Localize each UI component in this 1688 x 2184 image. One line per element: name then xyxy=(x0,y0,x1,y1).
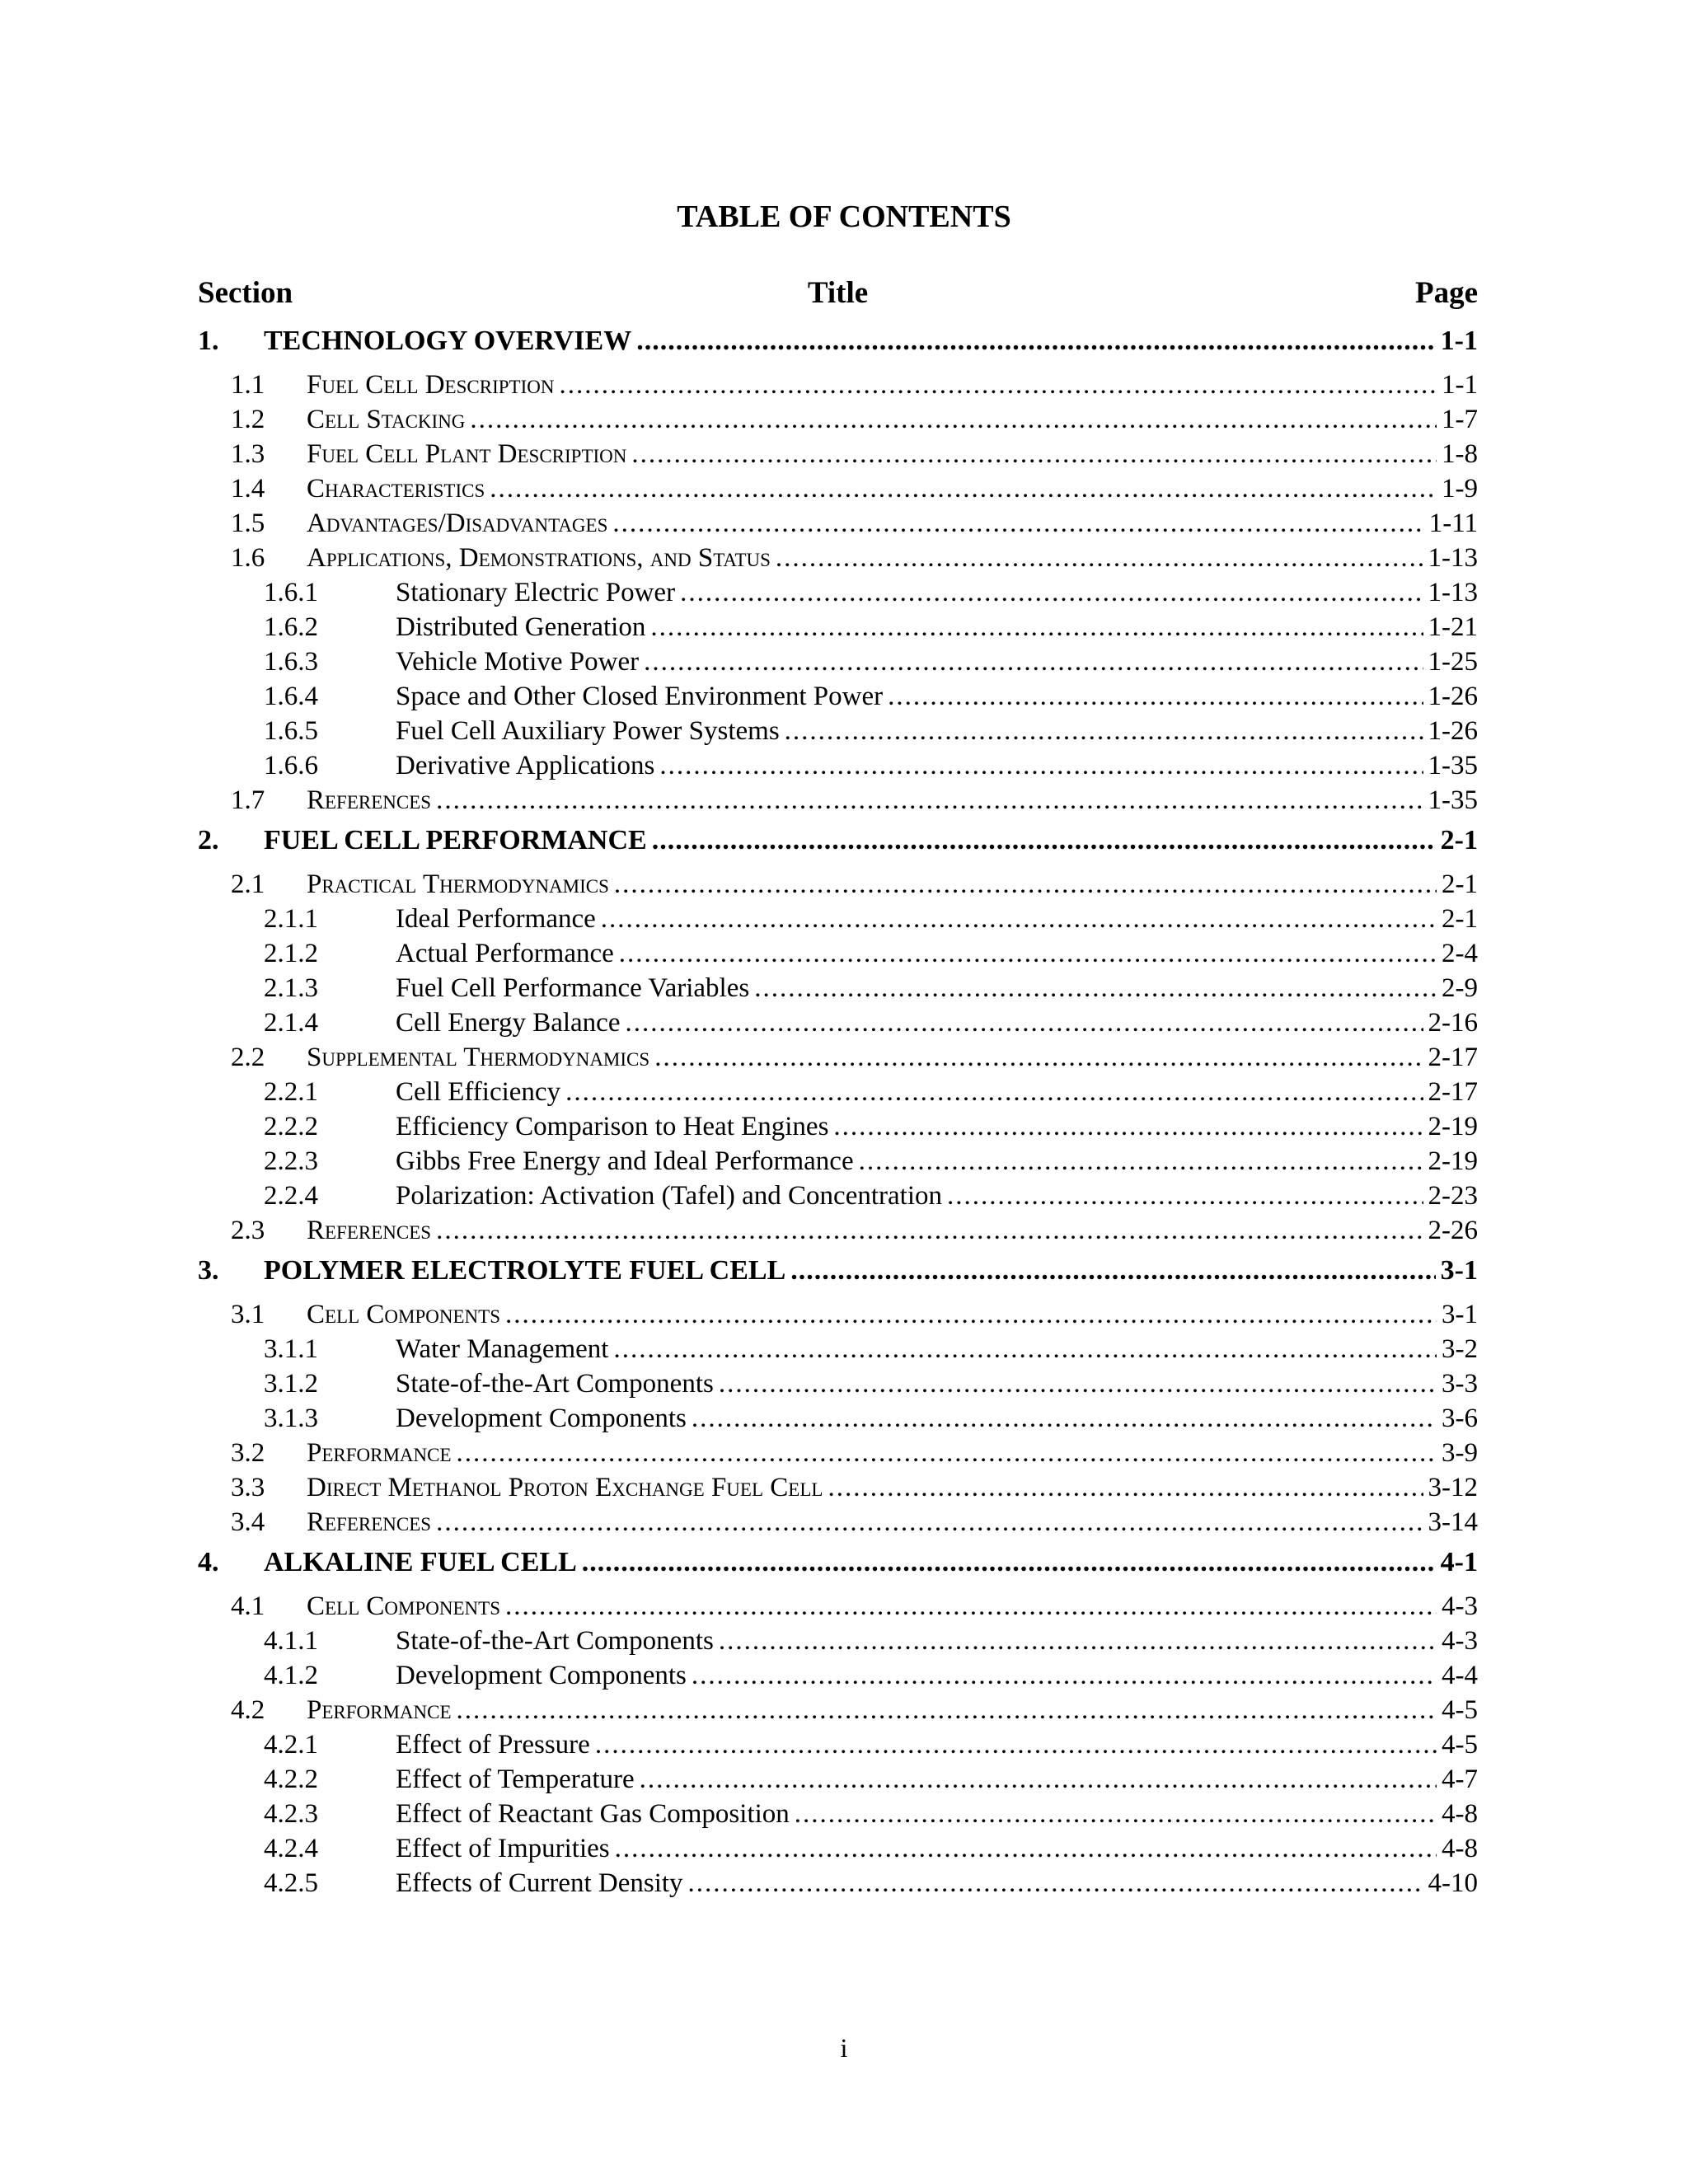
toc-entry-title: Derivative Applications xyxy=(396,751,655,780)
dot-leader xyxy=(631,437,1437,471)
toc-entry-page: 1-25 xyxy=(1428,647,1478,677)
toc-entry-number: 1.3 xyxy=(231,439,265,469)
dot-leader xyxy=(457,1693,1437,1727)
toc-entry-number: 4.2.4 xyxy=(264,1834,318,1863)
toc-entry-number: 4.2.1 xyxy=(264,1730,318,1760)
toc-entry-number: 2.1.3 xyxy=(264,973,318,1003)
toc-entry-page: 3-3 xyxy=(1442,1369,1478,1399)
toc-entry-number: 3.3 xyxy=(231,1473,265,1502)
dot-leader xyxy=(659,748,1423,783)
toc-entry-page: 4-4 xyxy=(1442,1661,1478,1690)
toc-entry-title: Efficiency Comparison to Heat Engines xyxy=(396,1112,829,1141)
toc-subsection-entry[interactable] xyxy=(198,1366,1478,1401)
toc-section-entry[interactable] xyxy=(198,1589,1478,1624)
dot-leader xyxy=(719,1624,1437,1658)
toc-entry-number: 2.2 xyxy=(231,1043,265,1072)
toc-entry-title: Practical Thermodynamics xyxy=(307,869,609,899)
toc-subsection-entry[interactable] xyxy=(198,644,1478,679)
toc-section-entry[interactable] xyxy=(198,783,1478,818)
toc-entry-number: 4.1.1 xyxy=(264,1626,318,1656)
toc-subsection-entry[interactable] xyxy=(198,748,1478,783)
dot-leader xyxy=(652,821,1436,860)
toc-entry-number: 2.2.1 xyxy=(264,1077,318,1107)
toc-subsection-entry[interactable] xyxy=(198,575,1478,610)
toc-entry-number: 2.1.2 xyxy=(264,939,318,968)
toc-entry-number: 3.1.2 xyxy=(264,1369,318,1399)
toc-chapter-entry[interactable] xyxy=(198,821,1478,860)
toc-chapter-entry[interactable] xyxy=(198,1251,1478,1291)
toc-entry-page: 3-6 xyxy=(1442,1404,1478,1433)
toc-entry-number: 2.1.1 xyxy=(264,904,318,934)
toc-entry-page: 3-1 xyxy=(1442,1300,1478,1329)
dot-leader xyxy=(625,1005,1423,1040)
toc-subsection-entry[interactable] xyxy=(198,1401,1478,1436)
dot-leader xyxy=(505,1297,1437,1332)
toc-entry-title: Space and Other Closed Environment Power xyxy=(396,682,884,711)
dot-leader xyxy=(828,1470,1423,1505)
dot-leader xyxy=(601,902,1437,936)
toc-entry-page: 1-26 xyxy=(1428,716,1478,746)
dot-leader xyxy=(614,867,1437,902)
toc-entry-page: 3-14 xyxy=(1428,1507,1478,1537)
toc-entry-page: 1-7 xyxy=(1442,405,1478,434)
toc-entry-title: FUEL CELL PERFORMANCE xyxy=(264,825,647,855)
toc-entry-page: 2-19 xyxy=(1428,1146,1478,1176)
toc-entry-number: 1. xyxy=(198,326,219,356)
toc-entry-page: 1-35 xyxy=(1428,785,1478,815)
toc-entry-number: 3.1.3 xyxy=(264,1404,318,1433)
toc-entry-title: Stationary Electric Power xyxy=(396,578,676,607)
toc-entry-page: 1-1 xyxy=(1442,370,1478,400)
toc-entry-page: 1-13 xyxy=(1428,578,1478,607)
toc-entry-title: Fuel Cell Auxiliary Power Systems xyxy=(396,716,780,746)
dot-leader xyxy=(595,1727,1437,1762)
toc-entry-page: 3-12 xyxy=(1428,1473,1478,1502)
toc-entry-page: 2-17 xyxy=(1428,1043,1478,1072)
toc-entry-title: Effect of Reactant Gas Composition xyxy=(396,1799,790,1829)
toc-entry-page: 1-21 xyxy=(1428,612,1478,642)
toc-entry-title: Cell Components xyxy=(307,1300,500,1329)
toc-entry-number: 2.2.2 xyxy=(264,1112,318,1141)
dot-leader xyxy=(490,471,1437,506)
toc-subsection-entry[interactable] xyxy=(198,1866,1478,1900)
toc-entry-number: 1.2 xyxy=(231,405,265,434)
toc-entry-page: 2-4 xyxy=(1442,939,1478,968)
toc-entry-number: 4.2 xyxy=(231,1695,265,1725)
toc-entry-page: 2-1 xyxy=(1442,904,1478,934)
toc-section-entry[interactable] xyxy=(198,506,1478,541)
toc-entry-number: 3. xyxy=(198,1255,219,1286)
toc-entry-number: 4.2.3 xyxy=(264,1799,318,1829)
toc-subsection-entry[interactable] xyxy=(198,1179,1478,1213)
toc-section-entry[interactable] xyxy=(198,368,1478,402)
dot-leader xyxy=(615,1831,1437,1866)
toc-entry-title: Development Components xyxy=(396,1404,687,1433)
toc-entry-number: 1.6 xyxy=(231,543,265,573)
toc-entry-number: 2.2.3 xyxy=(264,1146,318,1176)
dot-leader xyxy=(436,1213,1423,1248)
toc-entry-title: Distributed Generation xyxy=(396,612,646,642)
dot-leader xyxy=(785,714,1423,748)
toc-entry-number: 1.6.6 xyxy=(264,751,318,780)
toc-entry-page: 1-8 xyxy=(1442,439,1478,469)
toc-entry-number: 1.6.3 xyxy=(264,647,318,677)
toc-entry-page: 4-3 xyxy=(1442,1626,1478,1656)
toc-section-entry[interactable] xyxy=(198,1040,1478,1075)
toc-entry-title: Water Management xyxy=(396,1334,609,1364)
toc-section-entry[interactable] xyxy=(198,471,1478,506)
dot-leader xyxy=(436,783,1423,818)
toc-entry-number: 3.1 xyxy=(231,1300,265,1329)
toc-entry-title: ALKALINE FUEL CELL xyxy=(264,1547,577,1577)
toc-section-entry[interactable] xyxy=(198,1297,1478,1332)
dot-leader xyxy=(776,541,1423,575)
toc-subsection-entry[interactable] xyxy=(198,902,1478,936)
toc-subsection-entry[interactable] xyxy=(198,1797,1478,1831)
toc-entry-number: 3.2 xyxy=(231,1438,265,1468)
toc-entry-title: Fuel Cell Plant Description xyxy=(307,439,627,469)
toc-subsection-entry[interactable] xyxy=(198,1727,1478,1762)
toc-entry-number: 1.6.1 xyxy=(264,578,318,607)
toc-entry-page: 4-5 xyxy=(1442,1730,1478,1760)
toc-entry-page: 2-26 xyxy=(1428,1216,1478,1245)
toc-entry-page: 2-23 xyxy=(1428,1181,1478,1211)
toc-entry-page: 3-1 xyxy=(1440,1255,1478,1286)
toc-entry-title: Actual Performance xyxy=(396,939,614,968)
toc-subsection-entry[interactable] xyxy=(198,971,1478,1005)
dot-leader xyxy=(680,575,1423,610)
toc-entry-page: 2-16 xyxy=(1428,1008,1478,1038)
toc-entry-title: State-of-the-Art Components xyxy=(396,1369,714,1399)
page-title: TABLE OF CONTENTS xyxy=(677,199,1011,234)
toc-subsection-entry[interactable] xyxy=(198,610,1478,644)
toc-entry-title: References xyxy=(307,785,432,815)
toc-entry-title: Advantages/Disadvantages xyxy=(307,509,608,538)
toc-section-entry[interactable] xyxy=(198,437,1478,471)
dot-leader xyxy=(619,936,1437,971)
toc-entry-number: 4.2.5 xyxy=(264,1868,318,1898)
toc-section-entry[interactable] xyxy=(198,1693,1478,1727)
toc-entry-title: Characteristics xyxy=(307,474,485,504)
dot-leader xyxy=(644,644,1423,679)
toc-entry-number: 4.1.2 xyxy=(264,1661,318,1690)
toc-entry-title: References xyxy=(307,1507,432,1537)
page-number: i xyxy=(840,2034,848,2064)
dot-leader xyxy=(612,506,1423,541)
toc-entry-title: Supplemental Thermodynamics xyxy=(307,1043,650,1072)
toc-entry-page: 2-9 xyxy=(1442,973,1478,1003)
toc-chapter-entry[interactable] xyxy=(198,1543,1478,1582)
toc-section-entry[interactable] xyxy=(198,1213,1478,1248)
toc-subsection-entry[interactable] xyxy=(198,936,1478,971)
dot-leader xyxy=(650,610,1423,644)
toc-entry-page: 1-35 xyxy=(1428,751,1478,780)
dot-leader xyxy=(457,1436,1437,1470)
toc-subsection-entry[interactable] xyxy=(198,1624,1478,1658)
toc-entry-title: Performance xyxy=(307,1438,452,1468)
dot-leader xyxy=(795,1797,1437,1831)
toc-subsection-entry[interactable] xyxy=(198,714,1478,748)
toc-entry-title: State-of-the-Art Components xyxy=(396,1626,714,1656)
toc-entry-page: 4-7 xyxy=(1442,1765,1478,1794)
toc-entry-number: 1.4 xyxy=(231,474,265,504)
toc-entry-title: Cell Stacking xyxy=(307,405,466,434)
toc-entry-number: 4.2.2 xyxy=(264,1765,318,1794)
toc-subsection-entry[interactable] xyxy=(198,1005,1478,1040)
toc-entry-title: Effect of Temperature xyxy=(396,1765,635,1794)
dot-leader xyxy=(859,1144,1423,1179)
toc-entry-page: 1-11 xyxy=(1428,509,1478,538)
dot-leader xyxy=(888,679,1423,714)
toc-entry-page: 2-17 xyxy=(1428,1077,1478,1107)
toc-entry-page: 1-9 xyxy=(1442,474,1478,504)
toc-entry-page: 2-19 xyxy=(1428,1112,1478,1141)
toc-entry-page: 4-3 xyxy=(1442,1591,1478,1621)
toc-entry-number: 2.1.4 xyxy=(264,1008,318,1038)
toc-chapter-entry[interactable] xyxy=(198,321,1478,361)
dot-leader xyxy=(436,1505,1423,1540)
toc-entry-number: 2.2.4 xyxy=(264,1181,318,1211)
toc-section-entry[interactable] xyxy=(198,1436,1478,1470)
dot-leader xyxy=(692,1658,1437,1693)
toc-entry-number: 1.6.5 xyxy=(264,716,318,746)
toc-entry-title: Cell Components xyxy=(307,1591,500,1621)
dot-leader xyxy=(582,1543,1436,1582)
toc-entry-page: 3-9 xyxy=(1442,1438,1478,1468)
toc-entry-number: 2.1 xyxy=(231,869,265,899)
toc-entry-page: 1-1 xyxy=(1440,326,1478,356)
toc-entry-number: 4. xyxy=(198,1547,219,1577)
toc-entry-number: 1.6.2 xyxy=(264,612,318,642)
dot-leader xyxy=(947,1179,1423,1213)
toc-entry-page: 1-26 xyxy=(1428,682,1478,711)
dot-leader xyxy=(719,1366,1437,1401)
toc-entry-page: 4-5 xyxy=(1442,1695,1478,1725)
dot-leader xyxy=(636,321,1435,361)
toc-subsection-entry[interactable] xyxy=(198,1075,1478,1109)
dot-leader xyxy=(559,368,1437,402)
toc-entry-title: Fuel Cell Performance Variables xyxy=(396,973,750,1003)
toc-entry-number: 1.1 xyxy=(231,370,265,400)
toc-entry-page: 4-8 xyxy=(1442,1799,1478,1829)
dot-leader xyxy=(692,1401,1437,1436)
toc-column-headers xyxy=(198,273,1478,314)
toc-entry-title: Applications, Demonstrations, and Status xyxy=(307,543,771,573)
column-header-page: Page xyxy=(1414,276,1478,310)
toc-entry-title: POLYMER ELECTROLYTE FUEL CELL xyxy=(264,1255,786,1286)
toc-entry-number: 2. xyxy=(198,825,219,855)
toc-entry-number: 2.3 xyxy=(231,1216,265,1245)
toc-entry-page: 3-2 xyxy=(1442,1334,1478,1364)
toc-entry-title: Effects of Current Density xyxy=(396,1868,683,1898)
toc-entry-title: Gibbs Free Energy and Ideal Performance xyxy=(396,1146,854,1176)
toc-entry-title: Vehicle Motive Power xyxy=(396,647,640,677)
toc-entry-number: 4.1 xyxy=(231,1591,265,1621)
toc-entry-number: 1.5 xyxy=(231,509,265,538)
toc-entry-page: 2-1 xyxy=(1442,869,1478,899)
toc-section-entry[interactable] xyxy=(198,402,1478,437)
toc-entry-page: 4-1 xyxy=(1440,1547,1478,1577)
toc-entry-page: 4-10 xyxy=(1428,1868,1478,1898)
dot-leader xyxy=(790,1251,1435,1291)
toc-entry-number: 1.7 xyxy=(231,785,265,815)
dot-leader xyxy=(654,1040,1423,1075)
dot-leader xyxy=(833,1109,1423,1144)
toc-subsection-entry[interactable] xyxy=(198,1109,1478,1144)
toc-section-entry[interactable] xyxy=(198,867,1478,902)
dot-leader xyxy=(470,402,1437,437)
toc-entry-title: Fuel Cell Description xyxy=(307,370,555,400)
toc-subsection-entry[interactable] xyxy=(198,679,1478,714)
toc-entry-number: 3.4 xyxy=(231,1507,265,1537)
toc-subsection-entry[interactable] xyxy=(198,1144,1478,1179)
dot-leader xyxy=(640,1762,1437,1797)
toc-entry-title: Effect of Pressure xyxy=(396,1730,590,1760)
toc-section-entry[interactable] xyxy=(198,1505,1478,1540)
toc-subsection-entry[interactable] xyxy=(198,1658,1478,1693)
toc-entry-title: Effect of Impurities xyxy=(396,1834,610,1863)
toc-subsection-entry[interactable] xyxy=(198,1332,1478,1366)
toc-entry-number: 1.6.4 xyxy=(264,682,318,711)
dot-leader xyxy=(688,1866,1423,1900)
toc-entry-title: Performance xyxy=(307,1695,452,1725)
toc-entry-title: Cell Efficiency xyxy=(396,1077,561,1107)
dot-leader xyxy=(613,1332,1437,1366)
toc-entry-page: 4-8 xyxy=(1442,1834,1478,1863)
toc-entry-title: TECHNOLOGY OVERVIEW xyxy=(264,326,632,356)
toc-entry-title: Ideal Performance xyxy=(396,904,596,934)
dot-leader xyxy=(754,971,1437,1005)
toc-subsection-entry[interactable] xyxy=(198,1831,1478,1866)
toc-entry-number: 3.1.1 xyxy=(264,1334,318,1364)
toc-section-entry[interactable] xyxy=(198,1470,1478,1505)
table-of-contents xyxy=(198,321,1478,1900)
toc-entry-page: 2-1 xyxy=(1440,825,1478,855)
toc-subsection-entry[interactable] xyxy=(198,1762,1478,1797)
column-header-section: Section xyxy=(198,276,293,310)
dot-leader xyxy=(505,1589,1437,1624)
dot-leader xyxy=(565,1075,1423,1109)
toc-entry-title: Development Components xyxy=(396,1661,687,1690)
toc-entry-title: References xyxy=(307,1216,432,1245)
toc-section-entry[interactable] xyxy=(198,541,1478,575)
column-header-title: Title xyxy=(807,276,869,310)
toc-entry-title: Cell Energy Balance xyxy=(396,1008,621,1038)
toc-entry-title: Direct Methanol Proton Exchange Fuel Cell xyxy=(307,1473,823,1502)
toc-entry-page: 1-13 xyxy=(1428,543,1478,573)
toc-entry-title: Polarization: Activation (Tafel) and Concentration xyxy=(396,1181,942,1211)
